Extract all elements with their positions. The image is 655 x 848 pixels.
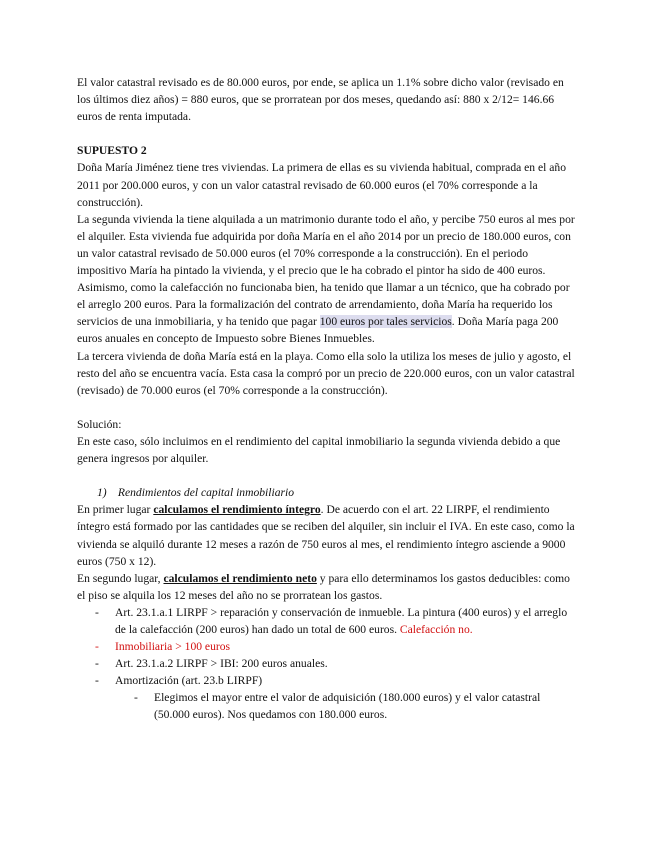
list-item-text: Amortización (art. 23.b LIRPF) [115,674,263,688]
list-item-red-note: Calefacción no. [399,623,473,636]
list-item-text: Art. 23.1.a.1 LIRPF > reparación y conservación de inmueble. La pintura (400 euros) y el arreglo de la calefacción (200 euros) han dado un total de 600 euros. [115,605,568,636]
supuesto-p2-text-before: La segunda vivienda la tiene alquilada a un matrimonio durante todo el año, y percibe 750 euros al mes por el alquiler. Esta vivienda fue adquirida por doña María en el año 2014 por un precio de 180.000 euros, con un valor catastral revisado de 50.000 euros (el 70% corresponde a la construcción). En el periodo impositivo María ha pintado la vivienda, y el precio que le ha cobrado el pintor ha sido de 400 euros. Asimismo, como la calefacción no funcionaba bien, ha tenido que llamar a un técnico, que ha cobrado por el arreglo 200 euros. Para la formalización del contrato de arrendamiento, doña María ha requerido los servicios de una inmobiliaria, y ha tenido que pagar [77,212,575,329]
highlighted-text: 100 euros por tales servicios [319,315,452,329]
list-item-red-text: Inmobiliaria > 100 euros [115,640,231,654]
spacer [77,467,577,484]
section-1-title: Rendimientos del capital inmobiliario [117,486,295,500]
p1-text-after: . De acuerdo con el art. 22 LIRPF, el rendimiento íntegro está formado por las cantidades que se reciben del alquiler, sin incluir el IVA. En este caso, como la vivienda se alquiló durante 12 meses a razón de 750 euros al mes, el rendimiento íntegro asciende a 9000 euros (750 x 12). [77,503,575,568]
p2-bold-underlined: calculamos el rendimiento neto [163,571,317,585]
rendimiento-neto-paragraph [77,570,577,604]
supuesto-heading: SUPUESTO 2 [77,144,147,158]
supuesto-paragraph-1: Doña María Jiménez tiene tres viviendas. La primera de ellas es su vivienda habitual, comprada en el año 2011 por 200.000 euros, y con un valor catastral revisado de 60.000 euros (el 70% corresponde a la construcción). [77,161,567,209]
list-item [77,672,577,689]
list-item [77,638,577,655]
supuesto-paragraph-2 [77,211,577,348]
p1-text-before: En primer lugar [77,503,154,517]
p2-text-before: En segundo lugar, [77,571,164,585]
list-bullet: - [95,605,99,619]
document-body [77,74,577,724]
section-1-number: 1) [97,486,107,500]
solucion-label: Solución: [77,417,122,431]
p2-text-after: y para ello determinamos los gastos deducibles: como el piso se alquila los 12 meses del año no se prorratean los gastos. [77,571,570,602]
list-item [77,604,577,638]
spacer [77,399,577,416]
solucion-paragraph: En este caso, sólo incluimos en el rendimiento del capital inmobiliario la segunda vivienda debido a que genera ingresos por alquiler. [77,434,561,466]
list-bullet: - [95,674,99,688]
list-bullet: - [95,640,99,654]
section-1-heading [77,484,577,501]
list-item [77,655,577,672]
spacer [77,125,577,142]
intro-paragraph: El valor catastral revisado es de 80.000 euros, por ende, se aplica un 1.1% sobre dicho valor (revisado en los últimos diez años) = 880 euros, que se prorratean por dos meses, quedando así: 880 x 2/12= 146.66 euros de renta imputada. [77,76,564,124]
supuesto-p2-text-after: . Doña María paga 200 euros anuales en concepto de Impuesto sobre Bienes Inmuebles. [77,315,559,346]
supuesto-paragraph-3: La tercera vivienda de doña María está en la playa. Como ella solo la utiliza los meses de julio y agosto, el resto del año se encuentra vacía. Esta casa la compró por un precio de 220.000 euros, con un valor catastral (revisado) de 70.000 euros (el 70% corresponde a la construcción). [77,349,575,397]
rendimiento-integro-paragraph [77,501,577,569]
list-bullet: - [95,657,99,671]
sub-list-item-text: Elegimos el mayor entre el valor de adquisición (180.000 euros) y el valor catastral (50.000 euros). Nos quedamos con 180.000 euros. [154,691,541,722]
sub-list-item [77,689,577,723]
sub-list-bullet: - [134,691,138,705]
p1-bold-underlined: calculamos el rendimiento íntegro [153,503,321,517]
list-item-text: Art. 23.1.a.2 LIRPF > IBI: 200 euros anuales. [115,657,328,671]
